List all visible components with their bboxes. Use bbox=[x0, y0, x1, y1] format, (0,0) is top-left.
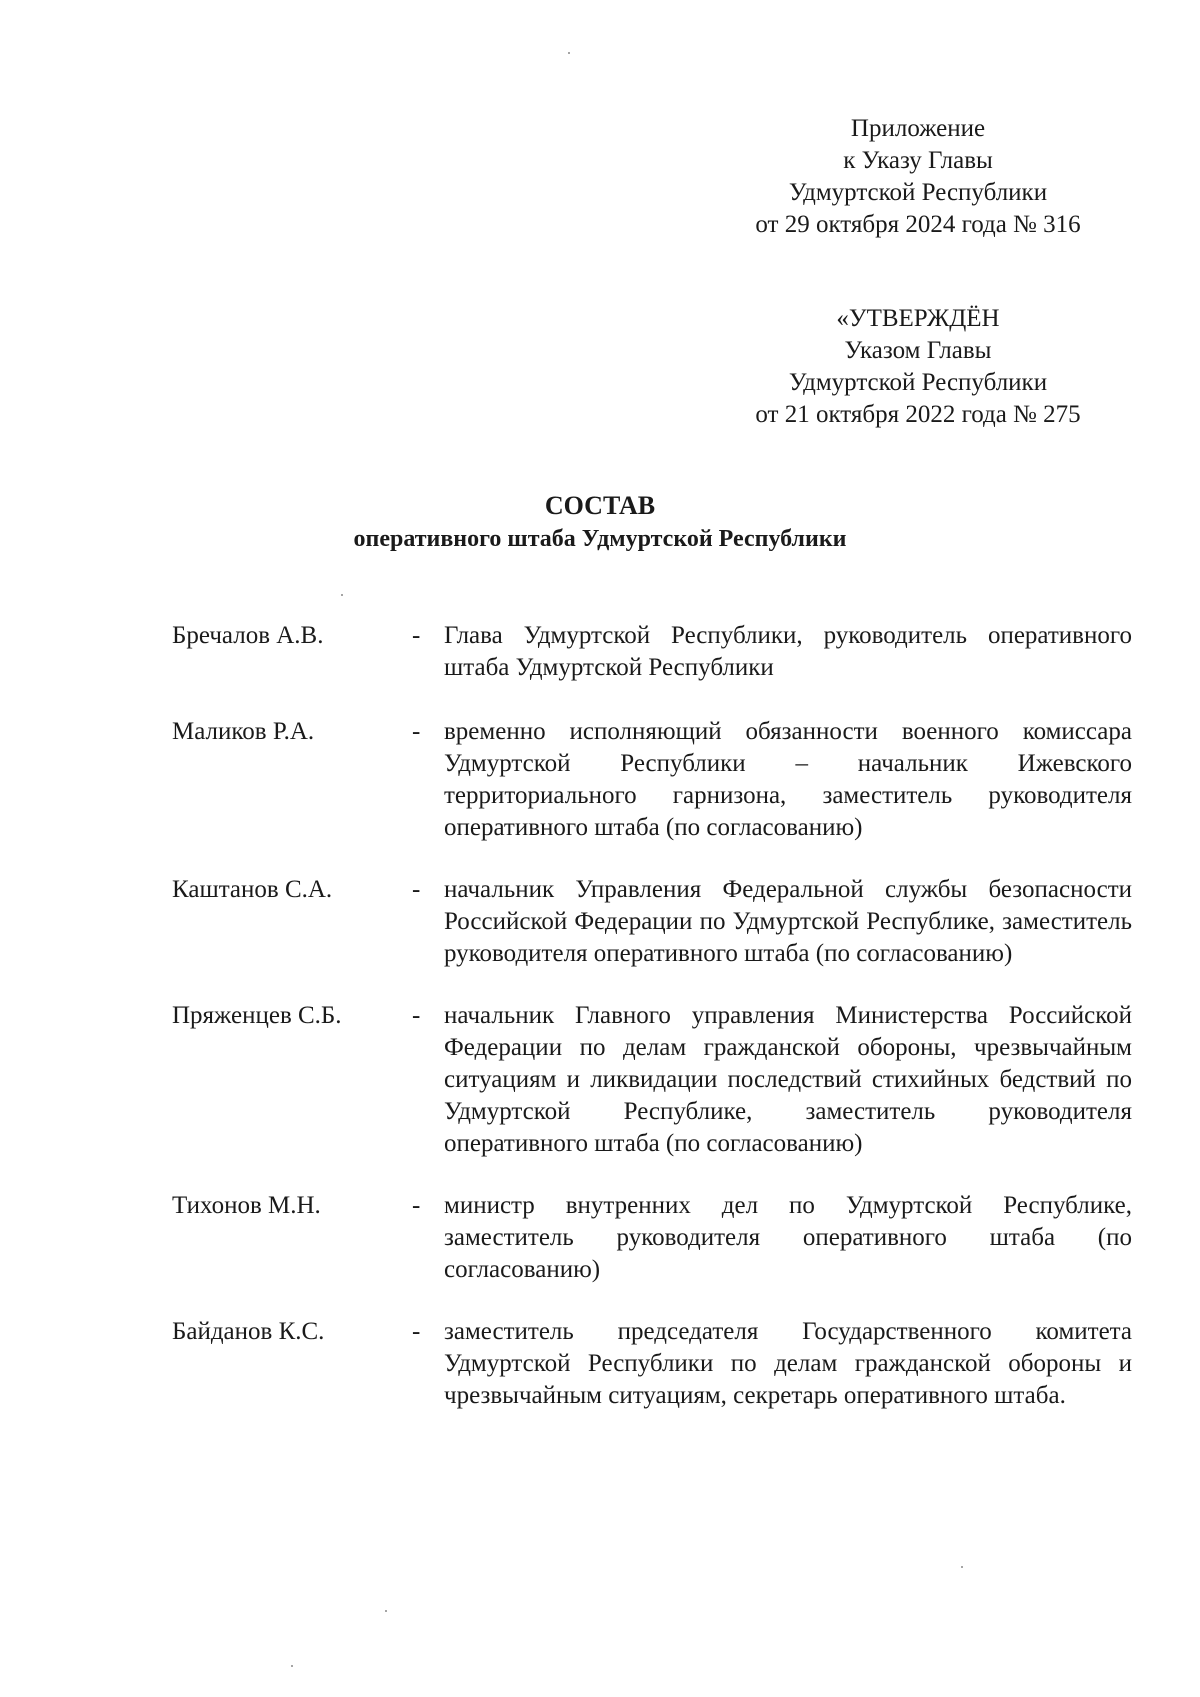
member-name: Каштанов С.А. bbox=[172, 876, 333, 903]
member-role: министр внутренних дел по Удмуртской Республике, заместитель руководителя оперативного штаба (по согласованию) bbox=[444, 1192, 1132, 1283]
scan-speck bbox=[961, 1566, 963, 1568]
member-role: временно исполняющий обязанности военного комиссара Удмуртской Республики – начальник Ижевского территориального гарнизона, заместитель руководителя оперативного штаба (по согласованию) bbox=[444, 718, 1132, 841]
appendix-line: Удмуртской Республики bbox=[788, 179, 1048, 206]
member-role: заместитель председателя Государственного комитета Удмуртской Республики по делам гражданской обороны и чрезвычайным ситуациям, секретарь оперативного штаба. bbox=[444, 1318, 1132, 1409]
member-dash: - bbox=[412, 1192, 421, 1219]
member-row bbox=[172, 1316, 1132, 1412]
member-role: Глава Удмуртской Республики, руководитель оперативного штаба Удмуртской Республики bbox=[444, 622, 1132, 681]
approved-stamp bbox=[718, 303, 1118, 431]
title-subtitle: оперативного штаба Удмуртской Республики bbox=[353, 526, 847, 552]
member-row bbox=[172, 874, 1132, 970]
appendix-line: к Указу Главы bbox=[843, 147, 993, 174]
member-dash: - bbox=[412, 1318, 421, 1345]
appendix-header bbox=[718, 113, 1118, 241]
scan-speck bbox=[291, 1665, 293, 1667]
scan-speck bbox=[568, 52, 570, 54]
approved-line: Указом Главы bbox=[844, 337, 992, 364]
member-role: начальник Управления Федеральной службы безопасности Российской Федерации по Удмуртской Республике, заместитель руководителя оперативного штаба (по согласованию) bbox=[444, 876, 1132, 967]
appendix-line: Приложение bbox=[850, 115, 986, 142]
member-name: Пряженцев С.Б. bbox=[172, 1002, 342, 1029]
members-list bbox=[172, 620, 1132, 1412]
member-name: Тихонов М.Н. bbox=[172, 1192, 321, 1219]
approved-line: «УТВЕРЖДЁН bbox=[836, 305, 1000, 332]
member-name: Бречалов А.В. bbox=[172, 622, 324, 649]
member-dash: - bbox=[412, 1002, 421, 1029]
member-row bbox=[172, 716, 1132, 844]
member-dash: - bbox=[412, 622, 421, 649]
member-dash: - bbox=[412, 876, 421, 903]
scan-speck bbox=[385, 1610, 387, 1612]
member-row bbox=[172, 620, 1132, 684]
approved-line: от 21 октября 2022 года № 275 bbox=[755, 401, 1081, 428]
member-row bbox=[172, 1000, 1132, 1160]
member-role: начальник Главного управления Министерства Российской Федерации по делам гражданской обороны, чрезвычайным ситуациям и ликвидации последствий стихийных бедствий по Удмуртской Республике, заместитель руководителя оперативного штаба (по согласованию) bbox=[444, 1002, 1132, 1157]
approved-line: Удмуртской Республики bbox=[788, 369, 1048, 396]
member-dash: - bbox=[412, 718, 421, 745]
scan-speck bbox=[341, 594, 343, 596]
member-row bbox=[172, 1190, 1132, 1286]
member-name: Маликов Р.А. bbox=[172, 718, 315, 745]
title-main: СОСТАВ bbox=[544, 491, 656, 520]
document-title bbox=[300, 490, 900, 556]
appendix-line: от 29 октября 2024 года № 316 bbox=[755, 211, 1081, 238]
member-name: Байданов К.С. bbox=[172, 1318, 325, 1345]
